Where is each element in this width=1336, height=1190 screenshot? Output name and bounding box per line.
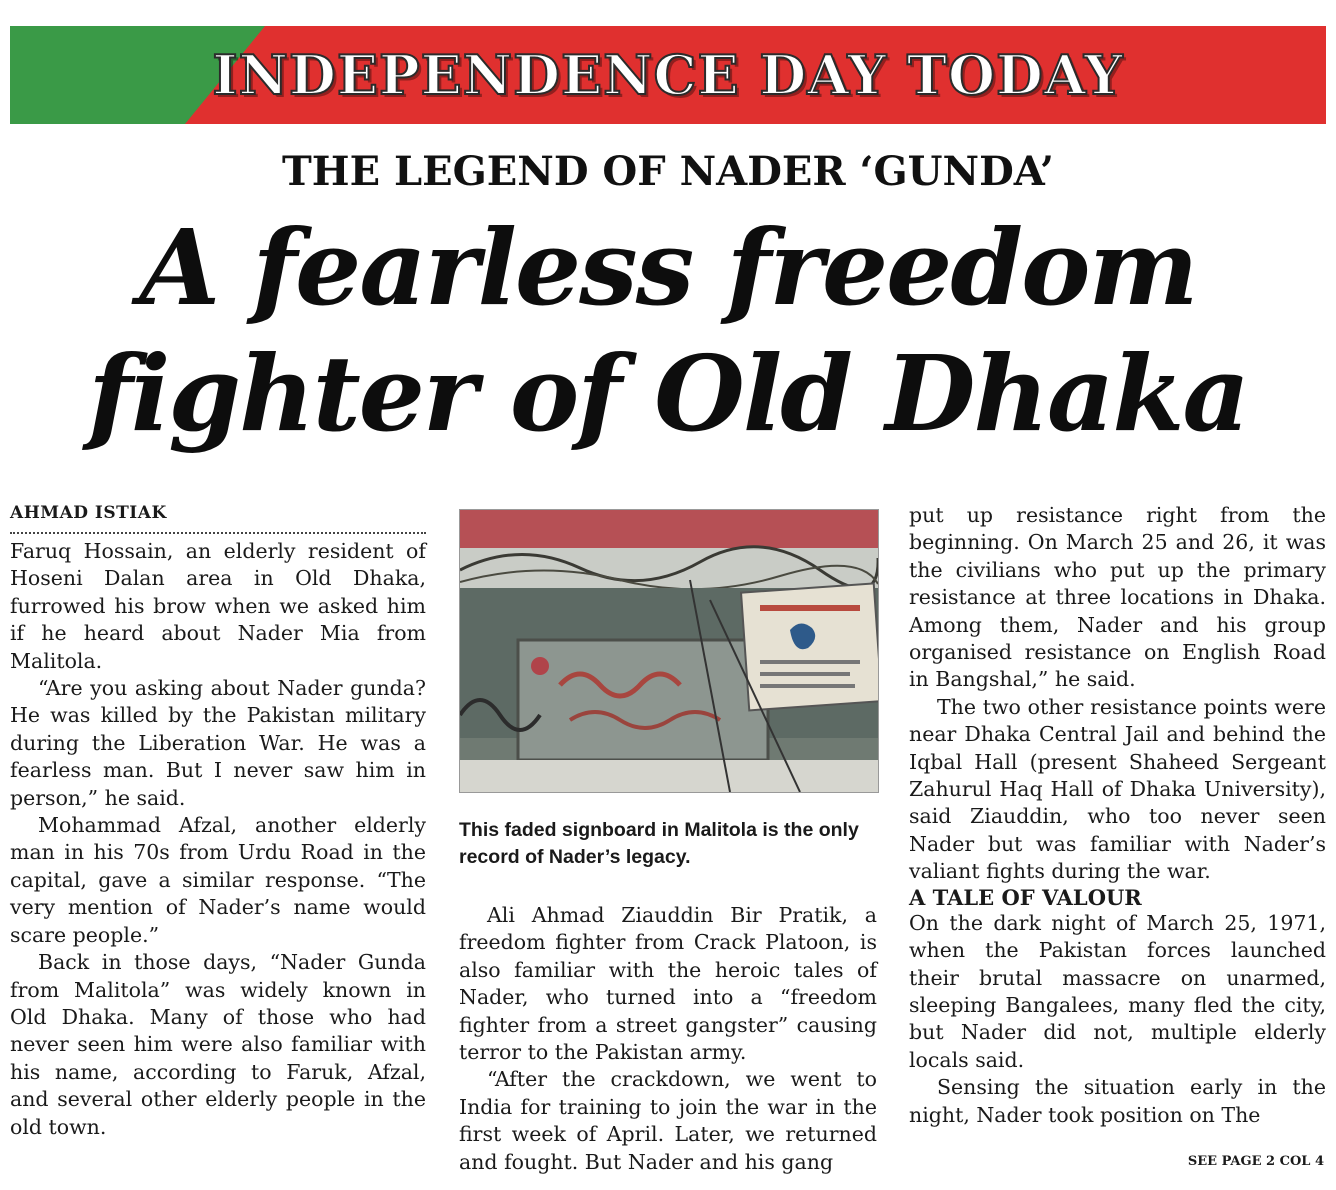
headline-line-2: fighter of Old Dhaka: [88, 332, 1248, 455]
paragraph: On the dark night of March 25, 1971, when the Pakistan forces launched their brutal massacre on unarmed, sleeping Bangalees, many fled the city, but Nader did not, multiple elderly locals said.: [909, 910, 1326, 1072]
signboard-photo: [459, 509, 879, 793]
photo-caption: This faded signboard in Malitola is the only record of Nader’s legacy.: [459, 819, 859, 868]
article-headline: [0, 205, 1336, 457]
banner-title: INDEPENDENCE DAY TODAY: [212, 43, 1124, 107]
paragraph: Mohammad Afzal, another elderly man in his 70s from Urdu Road in the capital, gave a similar response. “The very mention of Nader’s name would scare people.”: [10, 813, 426, 947]
section-banner: [10, 26, 1326, 124]
article-column-middle: [459, 902, 877, 1176]
paragraph: Sensing the situation early in the night, Nader took position on The: [909, 1075, 1326, 1127]
paragraph: Faruq Hossain, an elderly resident of Hoseni Dalan area in Old Dhaka, furrowed his brow when we asked him if he heard about Nader Mia from Malitola.: [10, 539, 426, 673]
paragraph: “After the crackdown, we went to India for training to join the war in the first week of April. Later, we returned and fought. But Nader and his gang: [459, 1067, 877, 1174]
continuation-jump-line: SEE PAGE 2 COL 4: [1187, 1154, 1324, 1169]
paragraph: Ali Ahmad Ziauddin Bir Pratik, a freedom fighter from Crack Platoon, is also familiar with the heroic tales of Nader, who turned into a “freedom fighter from a street gangster” causing terror to the Pakistan army.: [459, 903, 877, 1065]
headline-line-1: A fearless freedom: [139, 206, 1197, 329]
paragraph: put up resistance right from the beginning. On March 25 and 26, it was the civilians who put up the primary resistance at three locations in Dhaka. Among them, Nader and his group organised resistance on English Road in Bangshal,” he said.: [909, 503, 1326, 692]
signboard-photo-graphic: [460, 510, 878, 792]
section-subhead: A TALE OF VALOUR: [909, 884, 1142, 910]
article-column-right: [909, 502, 1326, 1129]
paragraph: The two other resistance points were near Dhaka Central Jail and behind the Iqbal Hall (present Shaheed Sergeant Zahurul Haq Hall of Dhaka University), said Ziauddin, who too never seen Nader but was familiar with Nader’s valiant fights during the war.: [909, 694, 1326, 884]
article-column-left: [10, 502, 426, 1141]
article-kicker: THE LEGEND OF NADER ‘GUNDA’: [282, 148, 1054, 195]
paragraph: “Are you asking about Nader gunda? He was killed by the Pakistan military during the Liberation War. He was a fearless man. But I never saw him in person,” he said.: [10, 676, 426, 810]
paragraph: Back in those days, “Nader Gunda from Malitola” was widely known in Old Dhaka. Many of those who had never seen him were also familiar with his name, according to Faruk, Afzal, and several other elderly people in the old town.: [10, 950, 426, 1139]
byline: AHMAD ISTIAK: [10, 502, 426, 534]
